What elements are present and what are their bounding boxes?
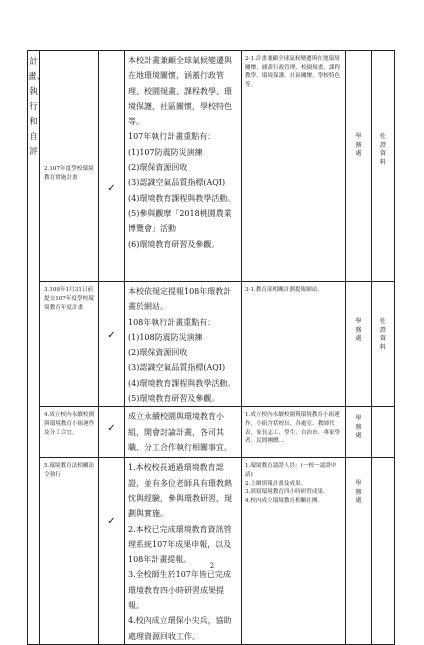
item-text: 2.107年度學校環境教育實施計畫 [44,166,94,181]
check-cell [99,282,125,407]
side-heading: 計畫、執行和自評 [28,57,46,157]
evaluation-table [27,50,395,645]
table-row [28,407,395,458]
item-text: 3.108年1月31日前提交107年度學校環境教育年度計畫 [44,287,94,311]
unit-text: 學務處 [355,415,362,440]
plan-line: (2)環保資源回收 [128,348,188,358]
side-heading-cell [28,51,46,645]
plan-line: 成立永續校園與環境教育小組，開會討論計畫，各司其職、分工合作執行相關事宜。 [128,412,232,452]
source-cell [372,458,395,645]
plan-line: (1)107防震防災演練 [128,147,203,157]
table-row [28,458,395,645]
plan-line: 2.本校已完成環境教育資訊管理系統107年成果申報，以及108年計畫提報。 [128,524,232,565]
item-cell [40,282,99,407]
plan-line: (3)認識空氣品質指標(AQI) [128,363,226,373]
result-cell [242,407,346,458]
result-line: 3.填寫環境教育四小時研習成果。 [245,489,329,496]
plan-line: (6)環境教育研習及參觀。 [128,239,220,249]
source-cell [372,407,395,458]
plan-line: 108年執行計畫重點有： [128,317,216,327]
page-number: 2 [209,562,215,570]
unit-cell [346,407,372,458]
item-cell [40,458,99,645]
result-line: 1.成立校內永續校園與環境教育小組運作，小組含括校長、各處室、教師代表、家長志工、學生、自治市、專家學者、民間團體… [245,412,341,445]
unit-text: 學務處 [355,480,362,505]
result-cell [242,282,346,407]
plan-line: 3.全校師生於107年皆已完成環境教育四小時研習成果提報。 [128,570,231,611]
plan-line: 1.本校校長通過環境教育認證，並有多位老師具有環教熱忱與經驗，參與環教研習、規劃與實施。 [128,463,232,519]
check-mark-icon: ✓ [107,183,116,194]
plan-line: (4)環境教育課程與教學活動。 [128,378,236,388]
source-cell [372,51,395,282]
plan-line: (1)108防震防災演練 [128,332,203,342]
unit-cell [346,458,372,645]
item-text: 5.環境教育法相關法令執行 [44,463,95,479]
check-cell [99,407,125,458]
unit-text: 學務處 [355,318,362,342]
check-mark-icon: ✓ [107,516,116,528]
plan-cell [125,407,242,458]
plan-line: 4.校內成立環保小尖兵，協助處理資源回收工作。 [128,616,232,641]
source-text: 佐證資料 [379,318,387,351]
check-mark-icon: ✓ [107,330,116,341]
plan-line: (5)環境教育研習及參觀。 [128,394,220,404]
check-mark-icon: ✓ [107,423,116,435]
item-cell [40,51,99,282]
plan-line: 107年執行計畫重點有： [128,132,216,142]
result-cell [242,51,346,282]
item-cell [40,407,99,458]
item-text: 4.成立校內永續校園與環境教育小組運作及分工合宜。 [44,412,95,437]
check-cell [99,51,125,282]
plan-line: (2)環保資源回收 [128,163,188,173]
check-cell [99,458,125,645]
source-cell [372,282,395,407]
unit-cell [346,282,372,407]
result-line: 3-1.教育部相關計劃提報網站。 [245,287,323,293]
plan-cell [125,282,242,407]
unit-text: 學務處 [355,133,362,157]
result-line: 4.校內成立環境教育相關社團。 [245,497,324,504]
plan-line: (3)認識空氣品質指標(AQI) [128,178,226,188]
plan-line: 本校依規定提報108年環教計畫於網站。 [128,287,232,312]
plan-line: 本校計畫兼顧全球氣候變遷與在地環境關懷，涵蓋行政管理、校園規畫、課程教學、環境保護、社區關懷，學校特色等。 [128,56,232,127]
table-row [28,51,395,161]
result-line: 2.上網填報計畫及成果。 [245,480,307,487]
source-text: 佐證資料 [379,133,387,166]
unit-cell [346,51,372,282]
plan-line: (5)參與觀摩「2018桃園農業博覽會」活動 [128,208,232,234]
plan-cell [125,458,242,645]
result-cell [242,458,346,645]
plan-line: (4)環境教育課程與教學活動。 [128,193,236,203]
result-line: 1.環境教育認證人員：(一校一認證申請) [245,463,337,478]
table-row [28,282,395,407]
plan-cell [125,51,242,282]
result-line: 2-1.計畫兼顧全球氣候變遷與在地環境關懷，涵蓋行政管理、校園規畫、課程教學，環境保護，社區關懷，學校特色等。 [245,56,341,88]
